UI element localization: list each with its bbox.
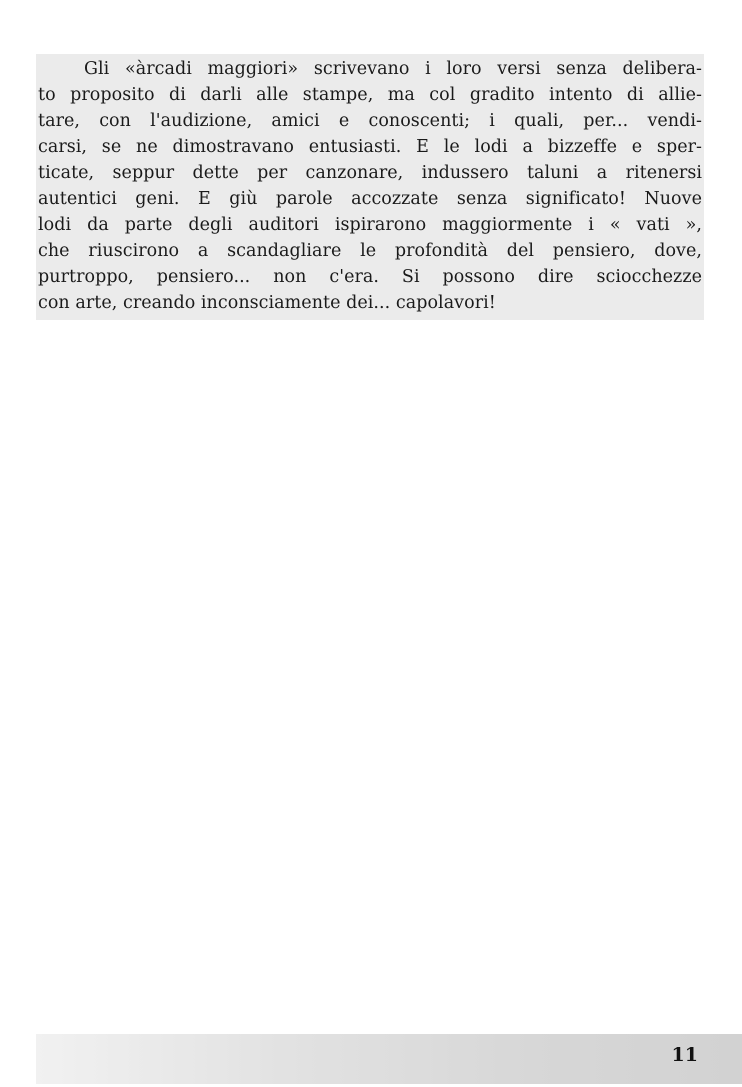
paragraph-line: con arte, creando inconsciamente dei... capolavori! [38,293,496,313]
paragraph-line: tare, con l'audizione, amici e conoscenti; i quali, per... vendi- [38,111,702,131]
paragraph-line: to proposito di darli alle stampe, ma col gradito intento di allie- [38,85,702,105]
page-number: 11 [671,1044,698,1066]
paragraph-line: carsi, se ne dimostravano entusiasti. E le lodi a bizzeffe e sper- [38,137,702,157]
paragraph-line: ticate, seppur dette per canzonare, indussero taluni a ritenersi [38,163,702,183]
paragraph-line: purtroppo, pensiero... non c'era. Si possono dire sciocchezze [38,267,702,287]
paragraph-line: Gli «àrcadi maggiori» scrivevano i loro versi senza delibera- [84,59,702,79]
paragraph-line: autentici geni. E giù parole accozzate senza significato! Nuove [38,189,702,209]
page-footer [36,1034,742,1084]
paragraph-line: lodi da parte degli auditori ispirarono maggiormente i « vati », [38,215,702,235]
text-paragraph [36,54,704,320]
paragraph-line: che riuscirono a scandagliare le profondità del pensiero, dove, [38,241,702,261]
